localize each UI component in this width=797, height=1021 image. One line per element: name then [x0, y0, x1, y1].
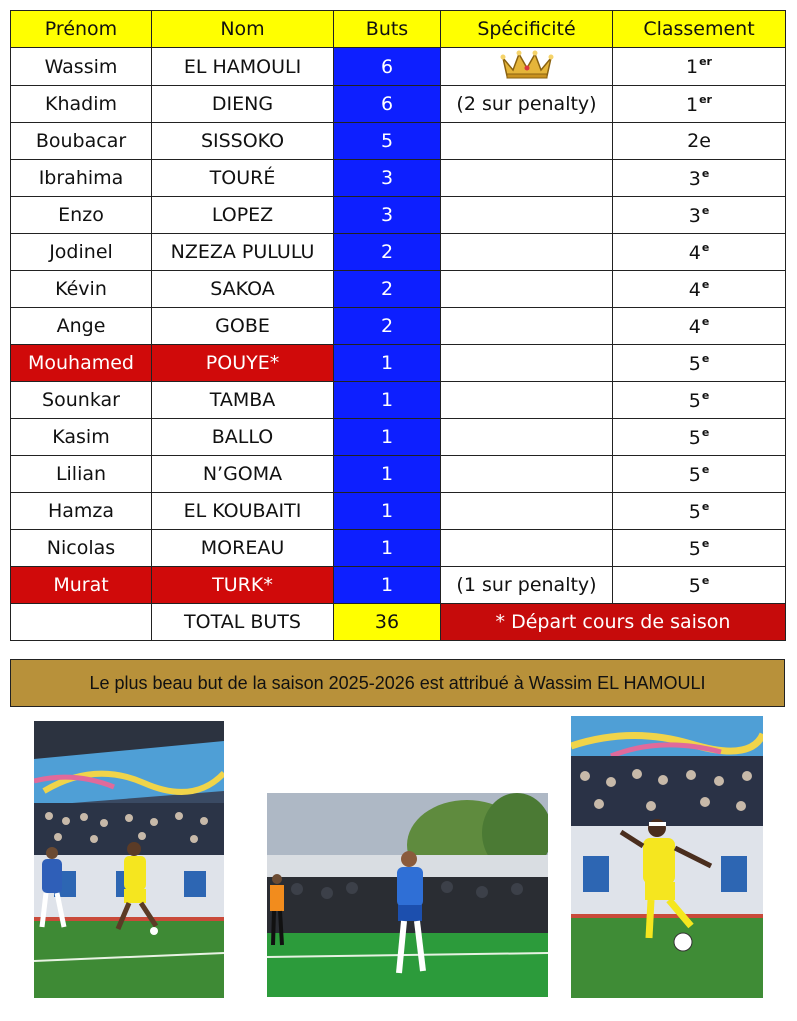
first-name-cell: [11, 308, 152, 345]
scorers-table: [10, 10, 786, 641]
goals-cell-text: 1: [380, 352, 394, 374]
scorer-row: [11, 419, 786, 456]
rank-cell-text: 5: [688, 389, 701, 412]
last-name-cell-text: EL HAMOULI: [183, 55, 302, 78]
scorer-row: [11, 197, 786, 234]
rank-cell: [613, 493, 786, 530]
first-name-cell-text: Enzo: [58, 204, 104, 226]
goals-cell-text: 6: [380, 55, 394, 78]
rank-cell: [613, 456, 786, 493]
goals-cell: [334, 48, 441, 86]
first-name-cell-text: Murat: [53, 574, 109, 596]
rank-suffix: er: [699, 92, 712, 106]
total-empty-cell: [11, 604, 152, 641]
goals-cell: [334, 567, 441, 604]
last-name-cell: [152, 567, 334, 604]
note-cell-text: (1 sur penalty): [456, 574, 597, 596]
last-name-cell: [152, 234, 334, 271]
rank-cell: [613, 86, 786, 123]
rank-suffix: e: [701, 351, 710, 365]
scorer-row: [11, 493, 786, 530]
first-name-cell: [11, 345, 152, 382]
goals-cell-text: 1: [380, 574, 394, 596]
rank-cell-text: 5: [688, 537, 701, 560]
goals-cell-text: 1: [380, 389, 394, 411]
first-name-cell-text: Jodinel: [49, 241, 113, 263]
goals-cell-text: 3: [380, 167, 394, 189]
first-name-cell-text: Kasim: [52, 426, 110, 448]
rank-cell-text: 1: [686, 56, 699, 78]
goals-cell: [334, 419, 441, 456]
rank-cell: [613, 345, 786, 382]
first-name-cell: [11, 382, 152, 419]
first-name-cell: [11, 123, 152, 160]
first-name-cell: [11, 48, 152, 86]
note-cell: [441, 123, 613, 160]
first-name-cell: [11, 493, 152, 530]
scorer-row: [11, 123, 786, 160]
note-cell-text: (2 sur penalty): [456, 93, 597, 115]
departure-note: * Départ cours de saison: [441, 604, 786, 641]
note-cell: [441, 382, 613, 419]
goals-cell: [334, 160, 441, 197]
first-name-cell: [11, 160, 152, 197]
rank-cell: [613, 530, 786, 567]
note-cell: [441, 160, 613, 197]
last-name-cell: [152, 419, 334, 456]
last-name-cell-text: NZEZA PULULU: [170, 241, 315, 263]
last-name-cell: [152, 530, 334, 567]
rank-cell-text: 5: [688, 500, 701, 523]
first-name-cell-text: Boubacar: [35, 130, 127, 152]
total-value: 36: [334, 604, 441, 641]
rank-suffix: e: [701, 573, 710, 587]
rank-cell-text: 4: [688, 315, 701, 338]
header-first-name: Prénom: [11, 11, 152, 48]
rank-cell: [613, 382, 786, 419]
note-cell: [441, 197, 613, 234]
header-rank: Classement: [613, 11, 786, 48]
note-cell: [441, 234, 613, 271]
scorer-row: [11, 345, 786, 382]
header-note: Spécificité: [441, 11, 613, 48]
last-name-cell: [152, 48, 334, 86]
rank-cell: [613, 234, 786, 271]
scorer-row: [11, 308, 786, 345]
best-goal-award-banner: Le plus beau but de la saison 2025-2026 est attribué à Wassim EL HAMOULI: [10, 659, 785, 707]
rank-cell-text: 5: [688, 426, 701, 449]
note-cell: [441, 456, 613, 493]
last-name-cell: [152, 345, 334, 382]
first-name-cell: [11, 567, 152, 604]
last-name-cell: [152, 456, 334, 493]
first-name-cell: [11, 456, 152, 493]
note-cell: [441, 345, 613, 382]
first-name-cell-text: Lilian: [55, 463, 107, 485]
rank-cell-text: 4: [688, 241, 701, 264]
goals-cell: [334, 271, 441, 308]
last-name-cell-text: N’GOMA: [202, 463, 283, 485]
last-name-cell: [152, 382, 334, 419]
goals-cell-text: 3: [380, 204, 394, 226]
goals-cell: [334, 345, 441, 382]
first-name-cell-text: Mouhamed: [27, 352, 134, 374]
first-name-cell-text: Ange: [56, 315, 106, 337]
goals-cell: [334, 530, 441, 567]
last-name-cell-text: DIENG: [211, 93, 274, 115]
rank-cell: [613, 419, 786, 456]
rank-suffix: e: [701, 462, 710, 476]
rank-suffix: e: [701, 203, 710, 217]
scorer-row: [11, 567, 786, 604]
note-cell: [441, 86, 613, 123]
scorer-row: [11, 48, 786, 86]
match-photo-3: [571, 716, 763, 998]
last-name-cell: [152, 308, 334, 345]
crown-icon: [499, 48, 555, 85]
scorer-row: [11, 234, 786, 271]
goals-cell-text: 2: [380, 278, 394, 300]
last-name-cell: [152, 86, 334, 123]
scorer-row: [11, 86, 786, 123]
last-name-cell: [152, 493, 334, 530]
goals-cell: [334, 86, 441, 123]
first-name-cell: [11, 271, 152, 308]
last-name-cell-text: POUYE*: [205, 352, 280, 374]
goals-cell-text: 1: [380, 537, 394, 559]
last-name-cell-text: TAMBA: [209, 389, 276, 411]
last-name-cell-text: SISSOKO: [200, 130, 285, 152]
rank-suffix: e: [701, 240, 710, 254]
rank-cell-text: 3: [688, 167, 701, 190]
header-goals: Buts: [334, 11, 441, 48]
goals-cell: [334, 382, 441, 419]
rank-cell: [613, 567, 786, 604]
goals-cell: [334, 308, 441, 345]
goals-cell: [334, 493, 441, 530]
rank-cell-text: 5: [688, 574, 701, 597]
rank-cell-text: 2e: [687, 130, 711, 152]
rank-cell: [613, 160, 786, 197]
last-name-cell-text: LOPEZ: [211, 204, 274, 226]
total-label: TOTAL BUTS: [152, 604, 334, 641]
first-name-cell-text: Ibrahima: [38, 167, 124, 189]
first-name-cell-text: Hamza: [47, 500, 115, 522]
rank-suffix: e: [701, 536, 710, 550]
total-row: [11, 604, 786, 641]
scorer-row: [11, 530, 786, 567]
goals-cell-text: 1: [380, 463, 394, 485]
first-name-cell-text: Sounkar: [42, 389, 120, 411]
first-name-cell-text: Nicolas: [46, 537, 116, 559]
first-name-cell: [11, 530, 152, 567]
rank-suffix: er: [699, 55, 712, 68]
rank-cell: [613, 271, 786, 308]
goals-cell-text: 1: [380, 500, 394, 522]
goals-cell-text: 1: [380, 426, 394, 448]
rank-suffix: e: [701, 166, 710, 180]
rank-cell-text: 4: [688, 278, 701, 301]
last-name-cell-text: BALLO: [211, 426, 274, 448]
note-cell: [441, 419, 613, 456]
header-last-name: Nom: [152, 11, 334, 48]
rank-suffix: e: [701, 314, 710, 328]
rank-cell: [613, 48, 786, 86]
last-name-cell: [152, 197, 334, 234]
rank-suffix: e: [701, 499, 710, 513]
last-name-cell: [152, 160, 334, 197]
last-name-cell: [152, 123, 334, 160]
last-name-cell-text: EL KOUBAITI: [183, 500, 302, 522]
goals-cell: [334, 123, 441, 160]
goals-cell: [334, 234, 441, 271]
rank-cell-text: 1: [686, 93, 699, 116]
rank-cell: [613, 123, 786, 160]
goals-cell-text: 6: [380, 93, 394, 115]
scorer-row: [11, 382, 786, 419]
rank-cell-text: 5: [688, 463, 701, 486]
last-name-cell-text: SAKOA: [210, 278, 275, 300]
header-row: [11, 11, 786, 48]
last-name-cell-text: TURK*: [212, 574, 273, 596]
goals-cell-text: 2: [380, 241, 394, 263]
rank-cell: [613, 197, 786, 234]
rank-cell-text: 5: [688, 352, 701, 375]
rank-cell-text: 3: [688, 204, 701, 227]
first-name-cell-text: Kévin: [55, 278, 107, 300]
last-name-cell-text: GOBE: [215, 315, 270, 337]
last-name-cell-text: MOREAU: [200, 537, 285, 559]
goals-cell: [334, 197, 441, 234]
first-name-cell: [11, 419, 152, 456]
note-cell: [441, 308, 613, 345]
match-photo-1: [34, 721, 224, 998]
goals-cell: [334, 456, 441, 493]
rank-cell: [613, 308, 786, 345]
first-name-cell-text: Khadim: [45, 93, 117, 115]
scorer-row: [11, 456, 786, 493]
goals-cell-text: 5: [380, 130, 394, 152]
rank-suffix: e: [701, 277, 710, 291]
note-cell: [441, 493, 613, 530]
note-cell: [441, 271, 613, 308]
scorer-row: [11, 271, 786, 308]
first-name-cell: [11, 234, 152, 271]
last-name-cell-text: TOURÉ: [209, 167, 276, 189]
match-photo-2: [267, 793, 548, 997]
first-name-cell-text: Wassim: [44, 55, 118, 78]
note-cell: [441, 530, 613, 567]
note-cell: [441, 48, 613, 86]
note-cell: [441, 567, 613, 604]
first-name-cell: [11, 86, 152, 123]
goals-cell-text: 2: [380, 315, 394, 337]
scorer-row: [11, 160, 786, 197]
rank-suffix: e: [701, 425, 710, 439]
last-name-cell: [152, 271, 334, 308]
first-name-cell: [11, 197, 152, 234]
rank-suffix: e: [701, 388, 710, 402]
